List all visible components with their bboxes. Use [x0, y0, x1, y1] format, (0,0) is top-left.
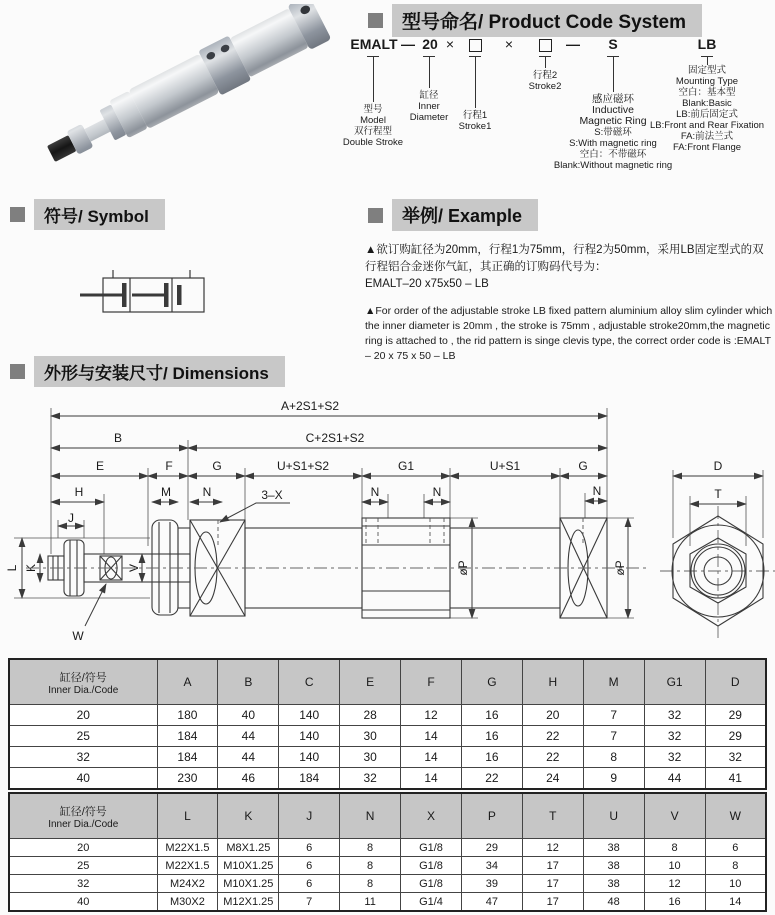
table-header-row	[9, 793, 766, 839]
example-order-code: EMALT–20 x75x50 – LB	[365, 278, 489, 290]
product-photo	[15, 4, 337, 192]
cell: 16	[461, 747, 522, 768]
dim-label-u2: U+S1+S2	[276, 459, 330, 473]
cell: 8	[340, 875, 401, 893]
dimension-table-2	[8, 792, 767, 912]
header-cell: E	[340, 659, 401, 705]
cell: 24	[522, 768, 583, 790]
cell: M22X1.5	[157, 857, 218, 875]
cell: M30X2	[157, 893, 218, 912]
header-cell: 缸径/符号 Inner Dia./Code	[9, 659, 157, 705]
code-mounting: LB	[697, 36, 717, 52]
example-zh: ▲欲订购缸径为20mm，行程1为75mm，行程2为50mm，采用LB固定型式的双行程铝合金迷你气缸，其正确的订购码代号为：	[365, 244, 764, 273]
cell: 17	[522, 875, 583, 893]
cell: 140	[279, 705, 340, 726]
cell: 30	[340, 726, 401, 747]
section-header-product-code	[368, 4, 702, 37]
cell: 44	[218, 726, 279, 747]
header-cell: G1	[644, 659, 705, 705]
cell: 40	[9, 893, 157, 912]
cell: G1/8	[401, 857, 462, 875]
cell: 40	[218, 705, 279, 726]
cell: M12X1.25	[218, 893, 279, 912]
cell: G1/4	[401, 893, 462, 912]
code-separator: ×	[445, 36, 455, 52]
cell: 16	[461, 705, 522, 726]
cell: 14	[401, 747, 462, 768]
code-labels-stroke1: 行程1 Stroke1	[458, 110, 492, 132]
code-stroke2-box	[534, 36, 556, 52]
dim-label-3x: 3–X	[261, 488, 283, 502]
cell: 140	[279, 726, 340, 747]
code-labels-mounting: 固定型式 Mounting Type 空白：基本型 Blank:Basic LB:前后固定式 LB:Front and Rear Fixation FA:前法兰式 FA:Front Flange	[649, 65, 765, 153]
table-row	[9, 893, 766, 912]
header-cell: F	[401, 659, 462, 705]
section-title-symbol: 符号/ Symbol	[34, 199, 165, 230]
cell: M10X1.25	[218, 875, 279, 893]
code-model: EMALT	[350, 36, 398, 52]
cell: 20	[9, 839, 157, 857]
dim-label-m: M	[161, 485, 171, 499]
cell: 25	[9, 857, 157, 875]
code-labels-model: 型号 Model 双行程型 Double Stroke	[342, 104, 404, 148]
cell: 140	[279, 747, 340, 768]
table-row	[9, 747, 766, 768]
dimension-table-1	[8, 658, 767, 790]
code-magnetic: S	[608, 36, 618, 52]
example-en: ▲For order of the adjustable stroke LB fixed pattern aluminium alloy slim cylinder which the inner diameter is 20mm , the stroke is 75mm , adjustable stroke20mm,the magnetic ring is attached to , the rid pattern is singe clevis type, the correct order code is :EMALT – 20 x 75 x 50 – LB	[365, 305, 773, 362]
cell: 38	[583, 875, 644, 893]
product-code-diagram	[335, 36, 775, 194]
section-title-example: 举例/ Example	[392, 199, 538, 231]
cell: 22	[522, 747, 583, 768]
cell: 10	[644, 857, 705, 875]
dim-label-n: N	[370, 485, 380, 499]
cell: 8	[340, 839, 401, 857]
header-cell: 缸径/符号 Inner Dia./Code	[9, 793, 157, 839]
cell: 10	[705, 875, 766, 893]
cell: 28	[340, 705, 401, 726]
header-cell: N	[340, 793, 401, 839]
code-labels-stroke2: 行程2 Stroke2	[528, 70, 562, 92]
cell: 44	[218, 747, 279, 768]
dim-label-k: K	[24, 563, 38, 573]
cell: 17	[522, 857, 583, 875]
cell: 12	[644, 875, 705, 893]
header-cell: A	[157, 659, 218, 705]
cell: 180	[157, 705, 218, 726]
cell: 25	[9, 726, 157, 747]
cell: 47	[461, 893, 522, 912]
dim-label-dp: øP	[613, 560, 627, 576]
cell: 12	[522, 839, 583, 857]
header-cell: P	[461, 793, 522, 839]
header-cell: C	[279, 659, 340, 705]
section-bullet-icon	[368, 208, 383, 223]
cell: 32	[340, 768, 401, 790]
table-row	[9, 875, 766, 893]
cell: 14	[705, 893, 766, 912]
cell: 8	[644, 839, 705, 857]
pneumatic-symbol	[80, 243, 245, 338]
dim-label-n: N	[432, 485, 442, 499]
dim-label-d: D	[713, 459, 723, 473]
dim-label-g: G	[212, 459, 222, 473]
dim-label-v: V	[127, 563, 141, 573]
cell: 44	[644, 768, 705, 790]
header-cell: L	[157, 793, 218, 839]
cell: 8	[583, 747, 644, 768]
code-separator: —	[566, 36, 580, 52]
cell: 20	[9, 705, 157, 726]
dim-label-l: L	[5, 564, 19, 572]
cell: 184	[157, 747, 218, 768]
dim-label-j: J	[68, 511, 74, 525]
cell: 38	[583, 857, 644, 875]
dim-label-t: T	[714, 487, 722, 501]
cell: 8	[340, 857, 401, 875]
cell: G1/8	[401, 839, 462, 857]
cell: 38	[583, 839, 644, 857]
header-cell: V	[644, 793, 705, 839]
cell: 22	[461, 768, 522, 790]
cell: 11	[340, 893, 401, 912]
dim-label-a: A+2S1+S2	[280, 399, 340, 413]
cell: 184	[279, 768, 340, 790]
header-cell: W	[705, 793, 766, 839]
cell: M10X1.25	[218, 857, 279, 875]
dim-label-n: N	[592, 484, 602, 498]
section-header-example	[368, 199, 538, 231]
example-text	[365, 242, 773, 364]
header-cell: U	[583, 793, 644, 839]
cell: 6	[279, 839, 340, 857]
dim-label-dp: øP	[456, 560, 470, 576]
table-row	[9, 839, 766, 857]
cell: 40	[9, 768, 157, 790]
cell: 32	[9, 747, 157, 768]
cell: 34	[461, 857, 522, 875]
section-title-product-code: 型号命名/ Product Code System	[392, 4, 702, 37]
code-stroke1-box	[464, 36, 486, 52]
blank-box-icon	[539, 39, 552, 52]
blank-box-icon	[469, 39, 482, 52]
cell: 32	[644, 726, 705, 747]
cell: 7	[583, 705, 644, 726]
cell: 29	[705, 705, 766, 726]
cell: 32	[644, 705, 705, 726]
cell: 41	[705, 768, 766, 790]
header-cell: J	[279, 793, 340, 839]
code-bore: 20	[422, 36, 438, 52]
cell: 7	[583, 726, 644, 747]
cell: 230	[157, 768, 218, 790]
section-bullet-icon	[368, 13, 383, 28]
cell: 7	[279, 893, 340, 912]
cell: 17	[522, 893, 583, 912]
cell: G1/8	[401, 875, 462, 893]
header-cell: K	[218, 793, 279, 839]
cell: 6	[279, 875, 340, 893]
cell: 184	[157, 726, 218, 747]
section-title-dimensions: 外形与安装尺寸/ Dimensions	[34, 356, 285, 387]
cell: 32	[705, 747, 766, 768]
cell: 14	[401, 726, 462, 747]
header-cell: D	[705, 659, 766, 705]
cell: 16	[461, 726, 522, 747]
table-header-row	[9, 659, 766, 705]
table-row	[9, 768, 766, 790]
cell: 29	[461, 839, 522, 857]
cell: 8	[705, 857, 766, 875]
cell: 39	[461, 875, 522, 893]
cell: 46	[218, 768, 279, 790]
dim-label-h: H	[74, 485, 84, 499]
cell: 14	[401, 768, 462, 790]
header-cell: H	[522, 659, 583, 705]
section-header-symbol	[10, 199, 165, 230]
cell: 22	[522, 726, 583, 747]
cell: M24X2	[157, 875, 218, 893]
cell: 9	[583, 768, 644, 790]
table-row	[9, 857, 766, 875]
cell: 6	[279, 857, 340, 875]
header-cell: M	[583, 659, 644, 705]
cell: 32	[644, 747, 705, 768]
cell: 32	[9, 875, 157, 893]
table-row	[9, 705, 766, 726]
dim-label-g: G	[578, 459, 588, 473]
cell: 16	[644, 893, 705, 912]
section-header-dimensions	[10, 356, 285, 387]
dim-label-f: F	[165, 459, 173, 473]
section-bullet-icon	[10, 364, 25, 379]
header-cell: X	[401, 793, 462, 839]
cell: M22X1.5	[157, 839, 218, 857]
dim-label-u1: U+S1	[489, 459, 521, 473]
table-row	[9, 726, 766, 747]
dim-label-e: E	[95, 459, 105, 473]
dim-label-c: C+2S1+S2	[305, 431, 365, 445]
header-cell: B	[218, 659, 279, 705]
cell: 6	[705, 839, 766, 857]
cell: 12	[401, 705, 462, 726]
code-labels-bore: 缸径 Inner Diameter	[409, 90, 449, 123]
dim-label-b: B	[113, 431, 123, 445]
cell: 48	[583, 893, 644, 912]
cell: M8X1.25	[218, 839, 279, 857]
cell: 29	[705, 726, 766, 747]
code-separator: ×	[504, 36, 514, 52]
cell: 20	[522, 705, 583, 726]
cell: 30	[340, 747, 401, 768]
code-labels-magnetic: 感应磁环 Inductive Magnetic Ring S:带磁环 S:With magnetic ring 空白：不带磁环 Blank:Without magnetic ring	[553, 93, 673, 171]
dim-label-g1: G1	[397, 459, 415, 473]
section-bullet-icon	[10, 207, 25, 222]
dimensions-drawing	[0, 386, 775, 654]
dim-label-n: N	[202, 485, 212, 499]
header-cell: T	[522, 793, 583, 839]
code-separator: —	[401, 36, 415, 52]
dim-label-w: W	[72, 629, 84, 643]
header-cell: G	[461, 659, 522, 705]
